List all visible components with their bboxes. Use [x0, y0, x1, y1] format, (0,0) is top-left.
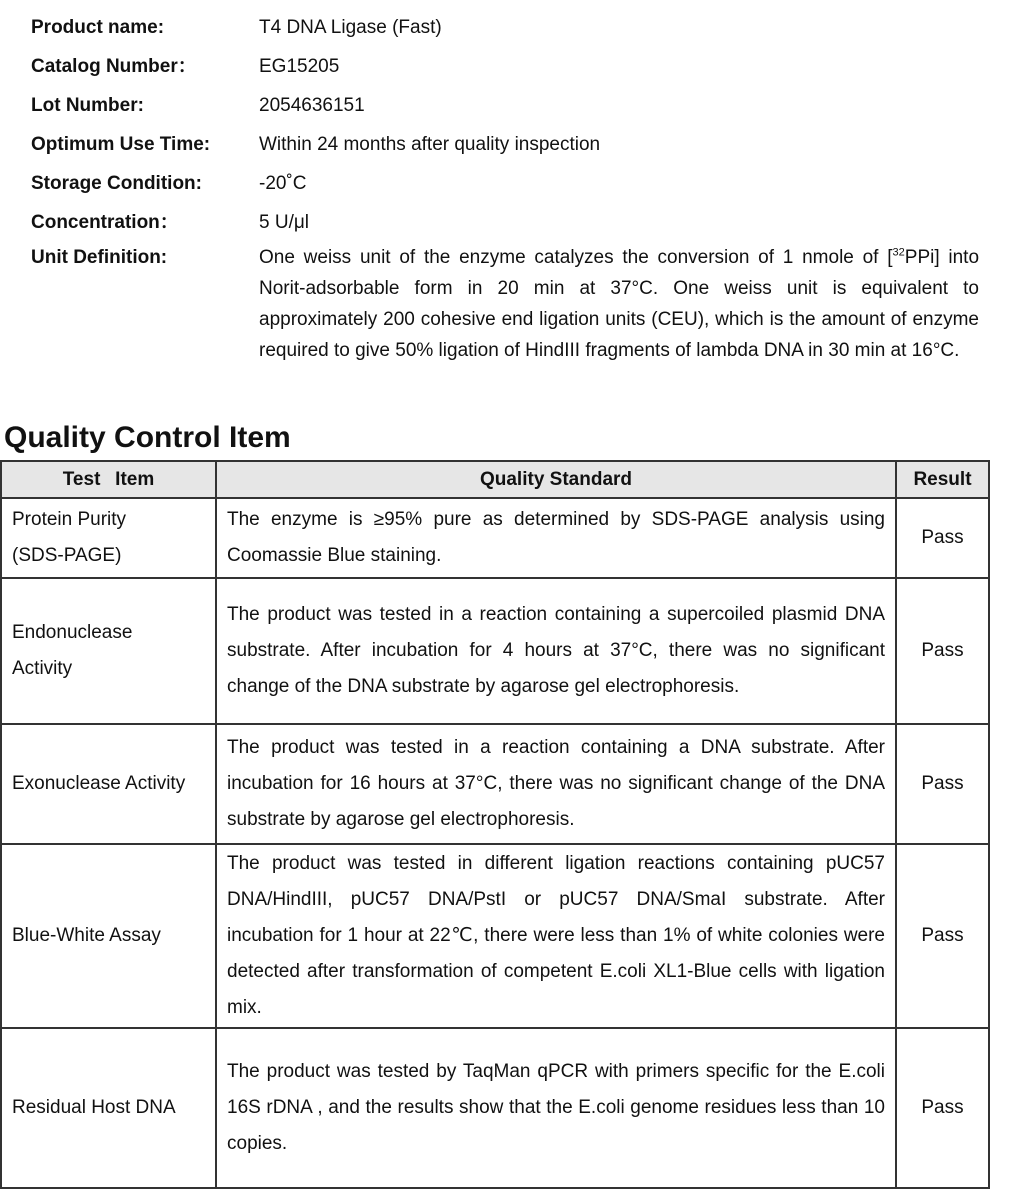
quality-standard-cell: The enzyme is ≥95% pure as determined by SDS-PAGE analysis using Coomassie Blue staining. — [216, 498, 896, 578]
product-name-row — [31, 12, 991, 51]
isotope-superscript: 32 — [892, 246, 905, 259]
catalog-number-row — [31, 51, 991, 90]
storage-condition-label: Storage Condition: — [31, 173, 202, 194]
quality-standard-cell: The product was tested in a reaction containing a DNA substrate. After incubation for 16 hours at 37°C, there was no significant change of the DNA substrate by agarose gel electrophoresis. — [216, 724, 896, 844]
quality-control-title: Quality Control Item — [4, 421, 291, 454]
catalog-number-label: Catalog Number： — [31, 56, 197, 77]
result-cell: Pass — [896, 1028, 989, 1188]
table-row — [1, 724, 989, 844]
test-item-cell — [1, 1028, 216, 1188]
test-item-line: Blue-White Assay — [12, 925, 161, 946]
unit-definition-label: Unit Definition: — [31, 247, 168, 268]
quality-standard-cell: The product was tested by TaqMan qPCR with primers specific for the E.coli 16S rDNA , and the results show that the E.coli genome residues less than 10 copies. — [216, 1028, 896, 1188]
test-item-cell — [1, 578, 216, 724]
product-name-label: Product name: — [31, 17, 165, 38]
storage-condition-row — [31, 168, 991, 207]
result-cell: Pass — [896, 844, 989, 1028]
optimum-use-time-row — [31, 129, 991, 168]
header-test-item: Test Item — [1, 461, 216, 498]
quality-standard-cell: The product was tested in different ligation reactions containing pUC57 DNA/HindIII, pUC57 DNA/PstI or pUC57 DNA/SmaI substrate. After incubation for 1 hour at 22℃, there were less than 1% of white colonies were detected after transformation of competent E.coli XL1-Blue cells with ligation mix. — [216, 844, 896, 1028]
header-quality-standard: Quality Standard — [216, 461, 896, 498]
table-row — [1, 578, 989, 724]
unit-definition-text-end: PPi] into Norit-adsorbable form in 20 min at 37°C. One weiss unit is equivalent to approximately 200 cohesive end ligation units (CEU), which is the amount of enzyme required to give 50% ligation of HindIII fragments of lambda DNA in 30 min at 16°C. — [259, 247, 980, 361]
unit-definition-value — [259, 242, 979, 366]
table-row — [1, 1028, 989, 1188]
test-item-cell — [1, 724, 216, 844]
table-row — [1, 498, 989, 578]
test-item-line: Residual Host DNA — [12, 1097, 176, 1118]
product-name-value: T4 DNA Ligase (Fast) — [259, 17, 442, 38]
test-item-line: Activity — [12, 658, 73, 679]
result-cell: Pass — [896, 498, 989, 578]
unit-definition-row — [31, 246, 991, 366]
optimum-use-time-value: Within 24 months after quality inspection — [259, 134, 601, 155]
test-item-line: Protein Purity — [12, 509, 127, 530]
storage-condition-value: -20˚C — [259, 173, 307, 194]
result-cell: Pass — [896, 724, 989, 844]
table-header-row — [1, 461, 989, 498]
concentration-row — [31, 207, 991, 246]
lot-number-value: 2054636151 — [259, 95, 365, 116]
lot-number-row — [31, 90, 991, 129]
result-cell: Pass — [896, 578, 989, 724]
product-info — [31, 12, 991, 366]
concentration-label: Concentration： — [31, 212, 179, 233]
test-item-line: Endonuclease — [12, 622, 133, 643]
header-result: Result — [896, 461, 989, 498]
test-item-cell — [1, 844, 216, 1028]
quality-control-table — [0, 460, 990, 1189]
catalog-number-value: EG15205 — [259, 56, 340, 77]
concentration-value: 5 U/μl — [259, 212, 310, 233]
test-item-line: Exonuclease Activity — [12, 773, 186, 794]
table-row — [1, 844, 989, 1028]
optimum-use-time-label: Optimum Use Time: — [31, 134, 211, 155]
lot-number-label: Lot Number: — [31, 95, 144, 116]
test-item-cell — [1, 498, 216, 578]
quality-standard-cell: The product was tested in a reaction containing a supercoiled plasmid DNA substrate. After incubation for 4 hours at 37°C, there was no significant change of the DNA substrate by agarose gel electrophoresis. — [216, 578, 896, 724]
unit-definition-text-start: One weiss unit of the enzyme catalyzes the conversion of 1 nmole of [ — [259, 247, 893, 268]
test-item-line: (SDS-PAGE) — [12, 545, 122, 566]
